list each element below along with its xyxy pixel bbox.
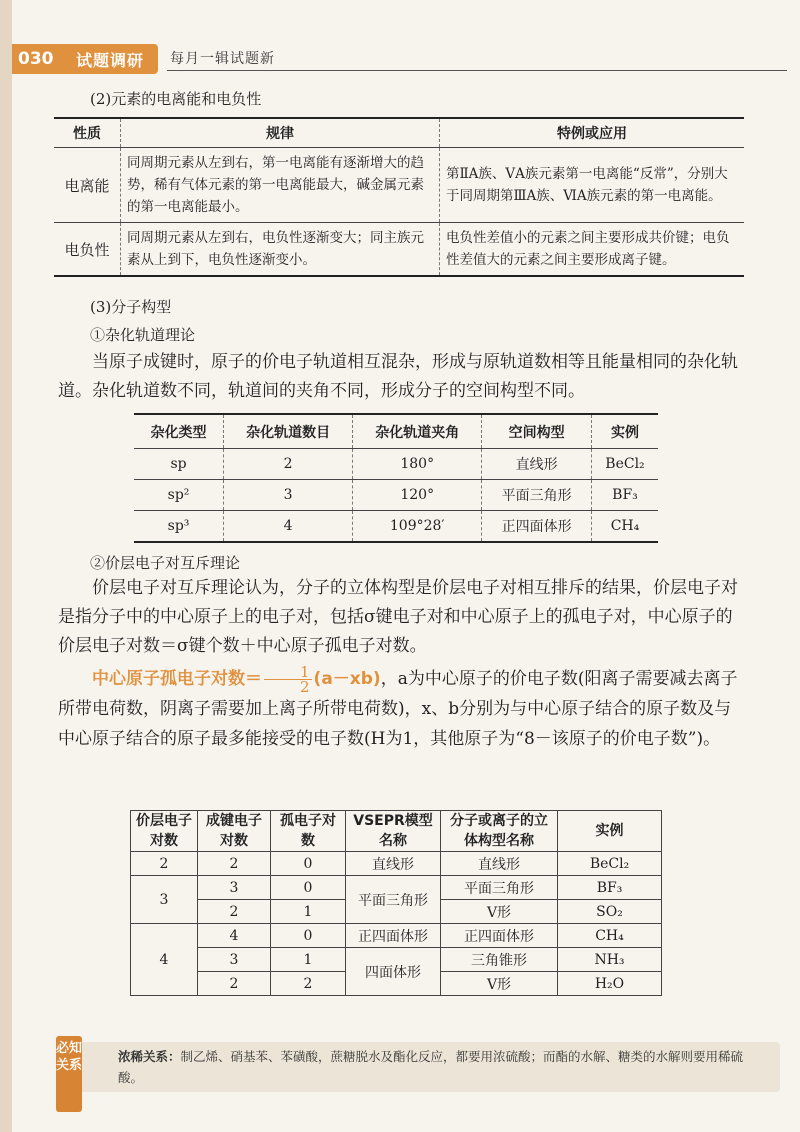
vsepr-paragraph: 价层电子对互斥理论认为，分子的立体构型是价层电子对相互排斥的结果，价层电子对是指分子中的中心原子上的电子对，包括σ键电子对和中心原子上的孤电子对，中心原子的价层电子对数＝σ键个数＋中心原子孤电子对数。	[58, 578, 738, 656]
table-header: 规律	[121, 118, 440, 148]
vsepr-table	[130, 810, 662, 996]
table-cell: BF₃	[558, 876, 662, 900]
table-cell: 正四面体形	[441, 924, 558, 948]
table-cell: 2	[131, 852, 198, 876]
tip-label: 浓稀关系：	[118, 1049, 181, 1064]
table-cell: V形	[441, 972, 558, 996]
table-cell: 同周期元素从左到右，第一电离能有逐渐增大的趋势，稀有气体元素的第一电离能最大，碱金属元素的第一电离能最小。	[121, 148, 440, 223]
table-cell: SO₂	[558, 900, 662, 924]
table-cell: 第ⅡA族、ⅤA族元素第一电离能“反常”，分别大于同周期第ⅢA族、ⅥA族元素的第一电离能。	[440, 148, 745, 223]
section-3-title: (3)分子构型	[90, 298, 172, 316]
table-header: 成键电子对数	[198, 811, 271, 852]
table-cell: 四面体形	[346, 948, 441, 996]
tip-tag: 必知关系	[56, 1036, 82, 1112]
table-cell: 直线形	[441, 852, 558, 876]
table-row	[131, 924, 662, 948]
fraction-numerator: 1	[264, 665, 312, 680]
hybrid-title: ①杂化轨道理论	[90, 326, 196, 344]
tip-content: 制乙烯、硝基苯、苯磺酸，蔗糖脱水及酯化反应，都要用浓硫酸；而酯的水解、糖类的水解则要用稀硫酸。	[118, 1049, 744, 1085]
table-cell: 1	[271, 900, 346, 924]
table-cell: BF₃	[591, 480, 658, 511]
table-header-row	[131, 811, 662, 852]
table-cell: sp²	[134, 480, 224, 511]
header-badge	[12, 44, 158, 74]
formula-fraction	[264, 665, 312, 694]
table-cell: 0	[271, 924, 346, 948]
table-cell: CH₄	[558, 924, 662, 948]
table-row	[134, 511, 658, 543]
section-2-title: (2)元素的电离能和电负性	[90, 90, 262, 108]
ionization-electronegativity-table	[54, 117, 744, 277]
table-cell: sp	[134, 449, 224, 480]
hybrid-paragraph: 当原子成键时，原子的价电子轨道相互混杂，形成与原轨道数相等且能量相同的杂化轨道。杂化轨道数不同，轨道间的夹角不同，形成分子的空间构型不同。	[58, 352, 738, 401]
table-cell: 2	[198, 972, 271, 996]
table-header: 价层电子对数	[131, 811, 198, 852]
table-header: 杂化轨道数目	[224, 414, 353, 449]
table-header: 孤电子对数	[271, 811, 346, 852]
hybridization-table	[134, 413, 658, 543]
page-number: 030	[18, 49, 54, 69]
table-cell: 4	[198, 924, 271, 948]
table-header: 性质	[54, 118, 121, 148]
formula-label: 中心原子孤电子对数	[92, 669, 245, 689]
table-row	[131, 948, 662, 972]
table-cell: 0	[271, 876, 346, 900]
table-cell: 3	[198, 876, 271, 900]
table-cell: 平面三角形	[346, 876, 441, 924]
table-cell: 直线形	[346, 852, 441, 876]
table-cell: 电离能	[54, 148, 121, 223]
page-edge	[0, 0, 12, 1132]
table-cell: V形	[441, 900, 558, 924]
header-rule	[167, 70, 787, 71]
table-cell: 2	[224, 449, 353, 480]
table-cell: 正四面体形	[482, 511, 592, 543]
table-header: 杂化轨道夹角	[353, 414, 482, 449]
table-header: 杂化类型	[134, 414, 224, 449]
table-cell: 180°	[353, 449, 482, 480]
header-subtitle: 每月一辑试题新	[170, 51, 275, 67]
table-row	[134, 449, 658, 480]
table-cell: 同周期元素从左到右，电负性逐渐变大；同主族元素从上到下，电负性逐渐变小。	[121, 223, 440, 277]
table-cell: 2	[198, 852, 271, 876]
fraction-denominator: 2	[300, 678, 310, 696]
table-header: 实例	[591, 414, 658, 449]
table-row	[131, 876, 662, 900]
table-header-row	[54, 118, 744, 148]
table-row	[54, 148, 744, 223]
table-cell: 3	[131, 876, 198, 924]
table-header: 实例	[558, 811, 662, 852]
table-cell: 2	[271, 972, 346, 996]
table-cell: BeCl₂	[558, 852, 662, 876]
tip-text	[118, 1046, 768, 1088]
table-cell: 3	[224, 480, 353, 511]
table-cell: 109°28′	[353, 511, 482, 543]
table-cell: 4	[224, 511, 353, 543]
table-cell: 3	[198, 948, 271, 972]
table-cell: 电负性	[54, 223, 121, 277]
table-header: 空间构型	[482, 414, 592, 449]
table-cell: 正四面体形	[346, 924, 441, 948]
table-cell: 4	[131, 924, 198, 996]
lone-pair-formula-paragraph	[58, 664, 748, 754]
table-row	[131, 852, 662, 876]
formula-expression: (a－xb)	[313, 669, 381, 689]
formula-explanation: ，a为中心原子的价电子数(阳离子需要减去离子所带电荷数，阴离子需要加上离子所带电荷数)，x、b分别为与中心原子结合的原子数及与中心原子结合的原子最多能接受的电子数(H为1，其他原子为“8－该原子的价电子数”)。	[58, 669, 738, 749]
table-header: 特例或应用	[440, 118, 745, 148]
table-cell: H₂O	[558, 972, 662, 996]
table-cell: 0	[271, 852, 346, 876]
table-cell: 平面三角形	[482, 480, 592, 511]
vsepr-title: ②价层电子对互斥理论	[90, 554, 241, 572]
formula-equals: ＝	[245, 669, 262, 689]
table-cell: 120°	[353, 480, 482, 511]
table-cell: 直线形	[482, 449, 592, 480]
table-cell: 2	[198, 900, 271, 924]
table-cell: BeCl₂	[591, 449, 658, 480]
table-cell: CH₄	[591, 511, 658, 543]
table-header: 分子或离子的立体构型名称	[441, 811, 558, 852]
table-cell: 1	[271, 948, 346, 972]
table-cell: 平面三角形	[441, 876, 558, 900]
table-header: VSEPR模型名称	[346, 811, 441, 852]
table-row	[54, 223, 744, 277]
page-header	[12, 44, 800, 74]
section-title: 试题调研	[76, 50, 145, 70]
table-header-row	[134, 414, 658, 449]
table-cell: 三角锥形	[441, 948, 558, 972]
table-cell: 电负性差值小的元素之间主要形成共价键；电负性差值大的元素之间主要形成离子键。	[440, 223, 745, 277]
table-row	[134, 480, 658, 511]
table-cell: sp³	[134, 511, 224, 543]
table-cell: NH₃	[558, 948, 662, 972]
